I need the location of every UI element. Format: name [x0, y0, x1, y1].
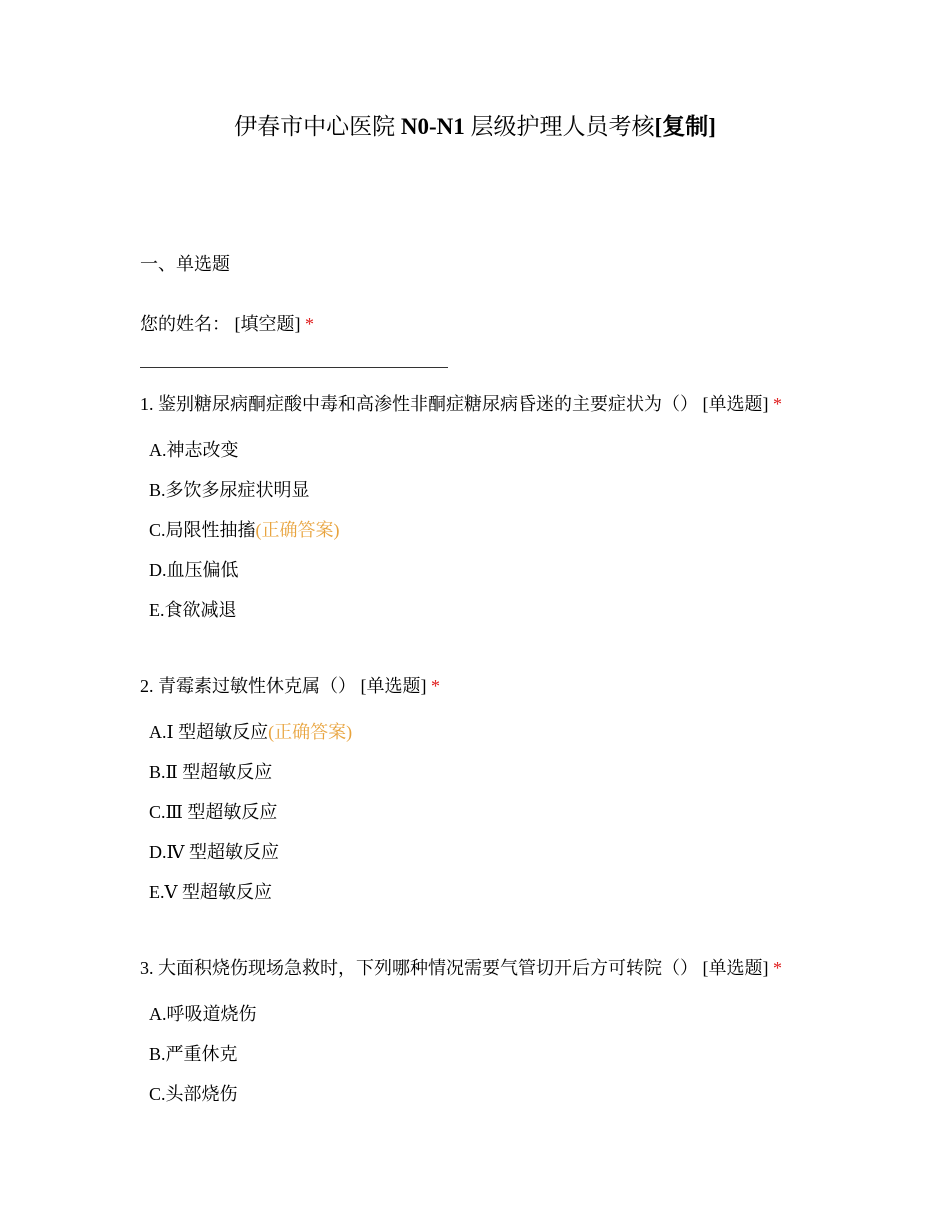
option-text: E.Ⅴ 型超敏反应 — [149, 882, 272, 902]
correct-answer-label: (正确答案) — [268, 722, 353, 742]
question-type-tag: [单选题] — [702, 394, 769, 414]
required-mark: * — [431, 676, 440, 696]
option-text: E.食欲减退 — [149, 600, 237, 620]
q3-option-b — [149, 1040, 238, 1068]
title-level-code: N0-N1 — [400, 114, 465, 139]
option-text: C.头部烧伤 — [149, 1084, 238, 1104]
option-text: D.Ⅳ 型超敏反应 — [149, 842, 279, 862]
name-question-label: 您的姓名： — [140, 314, 230, 334]
option-text: A.神志改变 — [149, 440, 239, 460]
q1-option-d — [149, 556, 239, 584]
required-mark: * — [773, 958, 782, 978]
title-copy-tag: [复制] — [654, 114, 716, 139]
q3-option-c — [149, 1080, 238, 1108]
q2-option-a — [149, 718, 352, 746]
name-answer-line — [140, 367, 448, 368]
option-text: B.Ⅱ 型超敏反应 — [149, 762, 273, 782]
question-1 — [140, 390, 782, 418]
section-heading: 一、单选题 — [140, 254, 230, 274]
option-text: B.多饮多尿症状明显 — [149, 480, 310, 500]
question-text: 3. 大面积烧伤现场急救时，下列哪种情况需要气管切开后方可转院（） — [140, 958, 698, 978]
title-text-part1: 伊春市中心医院 — [234, 114, 401, 139]
option-text: A.Ⅰ 型超敏反应 — [149, 722, 269, 742]
required-mark: * — [773, 394, 782, 414]
q2-option-b — [149, 758, 272, 786]
question-3 — [140, 954, 782, 982]
question-text: 2. 青霉素过敏性休克属（） — [140, 676, 356, 696]
title-text-part2: 层级护理人员考核 — [464, 114, 655, 139]
option-text: B.严重休克 — [149, 1044, 238, 1064]
question-2 — [140, 672, 440, 700]
name-question — [140, 310, 314, 338]
required-mark: * — [305, 314, 314, 334]
q1-option-a — [149, 436, 239, 464]
q3-option-a — [149, 1000, 257, 1028]
option-text: A.呼吸道烧伤 — [149, 1004, 257, 1024]
q2-option-d — [149, 838, 279, 866]
question-text: 1. 鉴别糖尿病酮症酸中毒和高渗性非酮症糖尿病昏迷的主要症状为（） — [140, 394, 698, 414]
question-type-tag: [单选题] — [702, 958, 769, 978]
option-text: C.Ⅲ 型超敏反应 — [149, 802, 278, 822]
option-text: C.局限性抽搐 — [149, 520, 256, 540]
question-type-tag: [单选题] — [360, 676, 427, 696]
document-title — [0, 110, 950, 144]
q2-option-e — [149, 878, 272, 906]
q1-option-b — [149, 476, 310, 504]
q2-option-c — [149, 798, 277, 826]
option-text: D.血压偏低 — [149, 560, 239, 580]
q1-option-c — [149, 516, 340, 544]
question-type-tag: [填空题] — [234, 314, 301, 334]
correct-answer-label: (正确答案) — [255, 520, 340, 540]
q1-option-e — [149, 596, 237, 624]
